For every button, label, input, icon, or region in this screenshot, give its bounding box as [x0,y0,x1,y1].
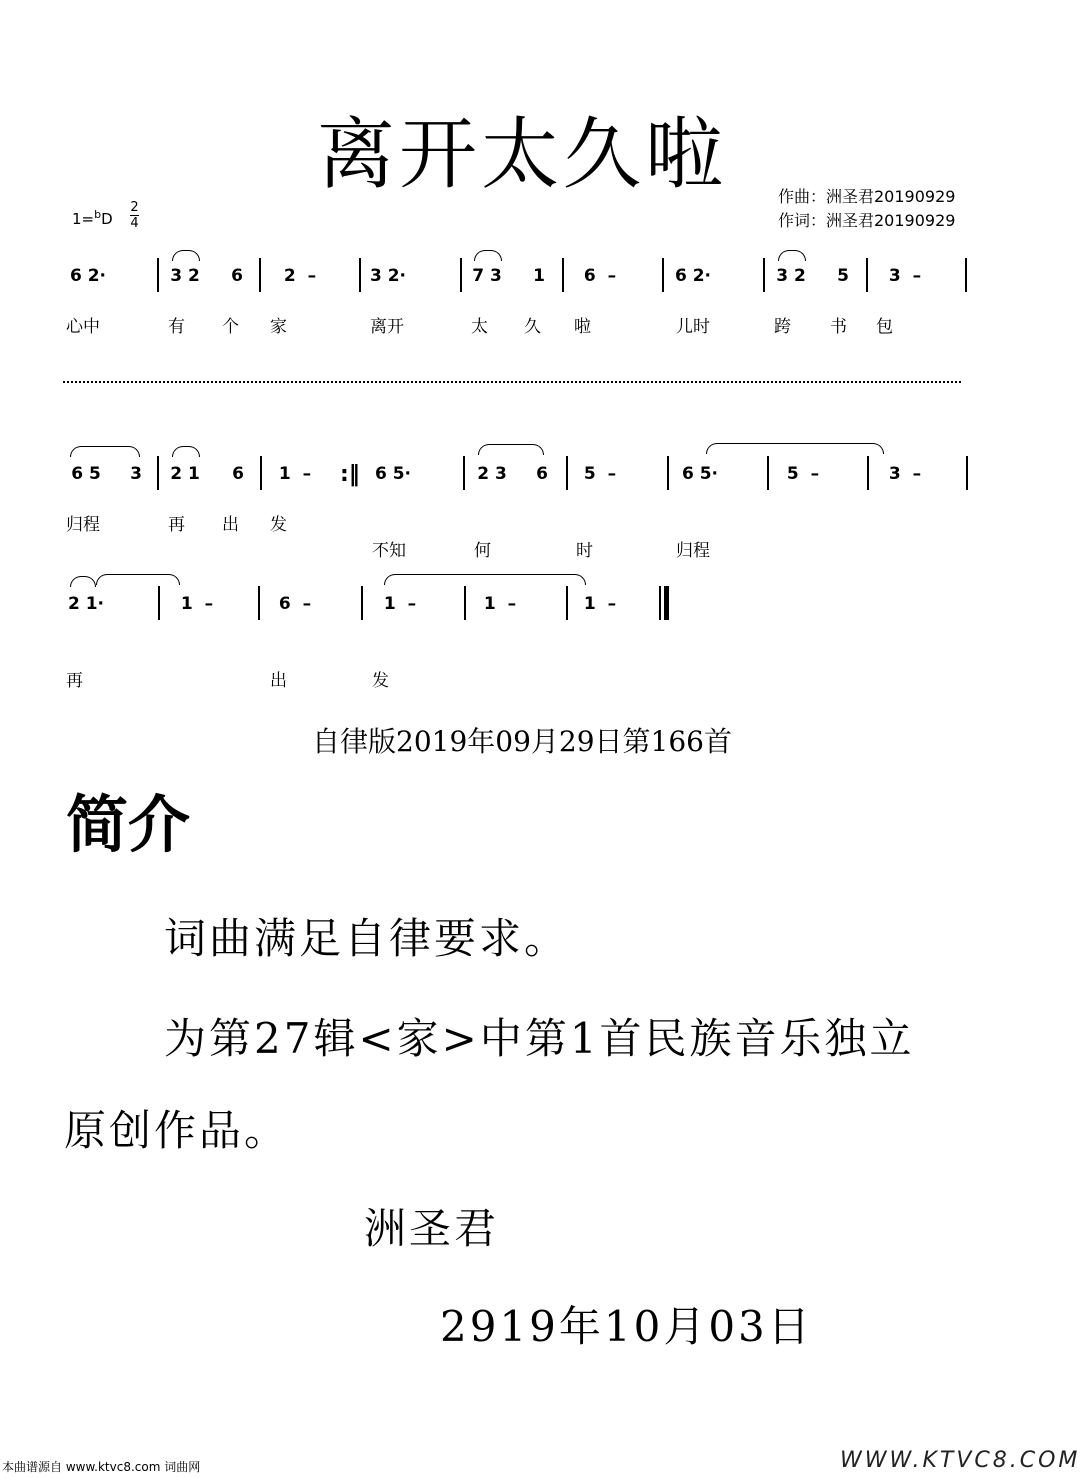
barline [359,258,361,292]
note: 1 – [180,594,214,614]
lyric: 太 [471,317,488,337]
note: 7 3 [472,266,502,286]
note: 6 – [278,594,312,614]
barline [463,456,465,490]
note: 3 2· [369,266,407,286]
lyric: 时 [576,541,593,561]
version-line: 自律版2019年09月29日第166首 [312,725,732,758]
lyric: 发 [270,515,287,535]
note: 6 5· [374,464,412,484]
intro-line-1: 词曲满足自律要求。 [164,914,570,963]
flat-sign: b [94,208,102,221]
barline [157,456,159,490]
lyric: 个 [222,317,239,337]
footer-source: 本曲谱源自 www.ktvc8.com 词曲网 [2,1460,201,1474]
note: 3 2 [776,266,806,286]
note: 3 [130,464,142,484]
time-signature [130,200,139,231]
note: 6 [232,464,244,484]
lyric: 家 [270,317,287,337]
note: 6 [536,464,548,484]
lyric: 包 [876,317,893,337]
barline [566,586,568,620]
lyric: 何 [474,541,491,561]
lyric: 跨 [774,317,791,337]
barline [158,586,160,620]
slur [706,443,884,454]
note: 1 – [278,464,312,484]
note: 6 [231,266,243,286]
note: 6 5· [681,464,719,484]
lyric: 书 [830,317,847,337]
lyric: 归程 [66,515,100,535]
lyric: 啦 [574,317,591,337]
note: 1 – [483,594,517,614]
time-bottom: 4 [130,216,139,231]
slur [778,250,806,261]
barline [965,258,967,292]
note: 5 – [583,464,617,484]
note: 6 2· [69,266,107,286]
lyric: 出 [270,671,287,691]
key-signature [72,208,113,228]
lyricist-credit: 作词：洲圣君20190929 [778,211,956,230]
lyric: 归程 [676,541,710,561]
barline [662,258,664,292]
barline [157,258,159,292]
lyric: 儿时 [676,317,710,337]
lyric: 发 [372,671,389,691]
barline [767,456,769,490]
note: 1 – [583,594,617,614]
note: 2 1· [67,594,105,614]
note: 1 [533,266,545,286]
barline [464,586,466,620]
lyric: 不知 [372,541,406,561]
note: 6 5 [71,464,101,484]
barline [966,456,968,490]
slur [478,444,544,455]
note: 2 3 [477,464,507,484]
barline [259,258,261,292]
barline [361,586,363,620]
repeat-sign: :‖ [340,462,360,487]
barline [667,456,669,490]
slur [96,574,180,585]
footer-watermark: WWW.KTVC8.COM [840,1448,1080,1473]
slur [172,446,200,457]
note: 2 – [283,266,317,286]
section-divider [63,381,961,383]
note: 1 – [383,594,417,614]
lyric: 出 [222,515,239,535]
key-note: D [101,210,113,228]
intro-line-3: 原创作品。 [64,1106,290,1155]
note: 3 2 [170,266,200,286]
barline [260,456,262,490]
composer-credit: 作曲：洲圣君20190929 [778,187,956,206]
lyric: 再 [66,671,83,691]
note: 6 – [583,266,617,286]
intro-author: 洲圣君 [364,1204,500,1253]
slur [474,250,502,261]
lyric: 久 [524,317,541,337]
final-barline-thick [664,586,669,620]
barline [866,258,868,292]
slur [384,574,586,585]
lyric: 再 [168,515,185,535]
lyric: 心中 [66,317,100,337]
barline [867,456,869,490]
song-title: 离开太久啦 [316,110,727,200]
slur [70,446,140,457]
barline [460,258,462,292]
lyric: 有 [168,317,185,337]
barline [566,456,568,490]
slur [172,250,200,261]
key-prefix: 1= [72,210,95,228]
note: 6 2· [674,266,712,286]
time-top: 2 [130,200,139,215]
note: 2 1 [170,464,200,484]
barline [562,258,564,292]
barline [258,586,260,620]
note: 3 – [888,266,922,286]
slur [70,576,96,587]
barline [763,258,765,292]
intro-heading: 简介 [66,788,191,861]
note: 3 – [888,464,922,484]
note: 5 – [786,464,820,484]
note: 5 [837,266,849,286]
lyric: 离开 [370,317,404,337]
intro-date: 2919年10月03日 [440,1302,813,1351]
intro-line-2: 为第27辑<家>中第1首民族音乐独立 [164,1014,915,1063]
final-barline-thin [659,586,661,620]
